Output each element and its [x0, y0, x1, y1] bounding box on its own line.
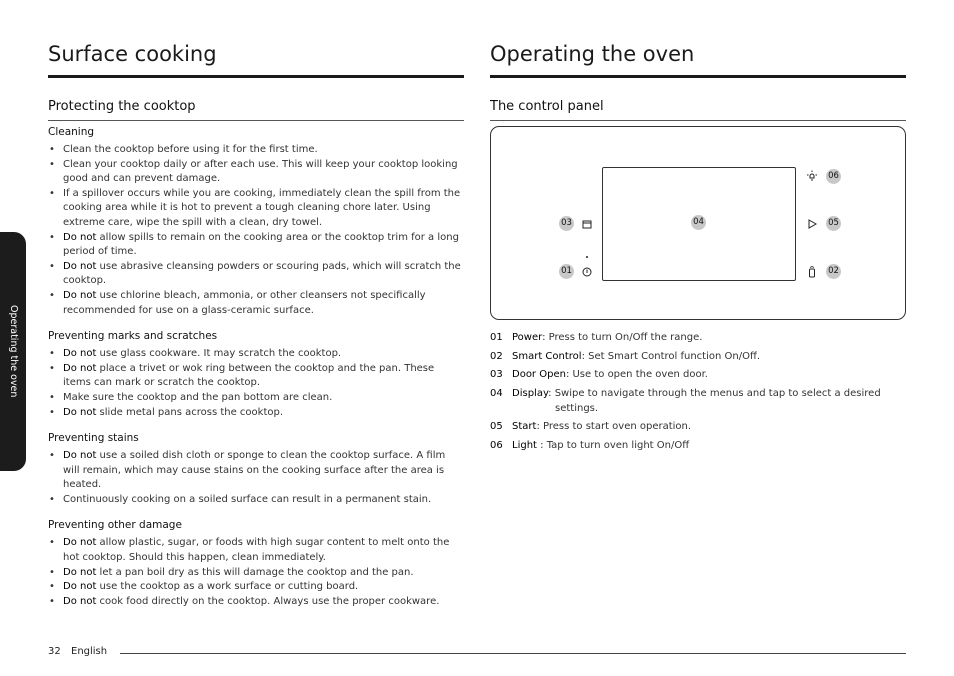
badge-04: 04 [691, 215, 706, 230]
emphasis-text: Do not [63, 450, 97, 462]
emphasis-text: Do not [63, 595, 97, 607]
control-panel-legend [490, 330, 906, 456]
group-heading: Preventing other damage [48, 519, 182, 532]
legend-desc: : Press to turn On/Off the range. [542, 332, 703, 343]
item-text: use abrasive cleansing powders or scouring pads, which will scratch the cooktop. [63, 260, 461, 287]
emphasis-text: Do not [63, 406, 97, 418]
footer-language: English [71, 646, 108, 657]
item-text: Make sure the cooktop and the pan bottom are clean. [63, 391, 333, 403]
list-item [48, 580, 464, 595]
lock-icon [581, 251, 593, 263]
legend-item-display [490, 386, 906, 416]
legend-desc: : Set Smart Control function On/Off. [581, 350, 761, 362]
bullet-list [48, 536, 464, 609]
list-item [48, 449, 464, 493]
light-icon [806, 170, 818, 182]
door-open-icon [581, 218, 593, 230]
legend-desc: : Use to open the oven door. [565, 369, 708, 380]
list-item [48, 566, 464, 581]
group-marks-scratches [48, 329, 464, 420]
item-text: let a pan boil dry as this will damage the cooktop and the pan. [96, 566, 414, 578]
item-text: Clean the cooktop before using it for the first time. [63, 144, 318, 155]
legend-number: 06 [490, 439, 503, 451]
power-icon [581, 266, 593, 278]
section-rule [48, 120, 464, 121]
badge-01: 01 [559, 264, 574, 279]
legend-term: Display [512, 387, 549, 399]
badge-03: 03 [559, 216, 574, 231]
list-item [48, 260, 464, 289]
list-item [48, 536, 464, 565]
group-cleaning [48, 125, 464, 318]
bullet-list [48, 347, 464, 420]
page-title-surface-cooking: Surface cooking [48, 42, 217, 66]
item-text: Continuously cooking on a soiled surface can result in a permanent stain. [63, 493, 432, 505]
legend-item-light [490, 438, 906, 453]
item-text: use a soiled dish cloth or sponge to clean the cooktop surface. A film will remain, which may cause stains on the cooking surface after the area is heated. [63, 450, 446, 491]
legend-number: 02 [490, 350, 503, 362]
legend-term: Smart Control [512, 350, 582, 362]
item-text: allow spills to remain on the cooking area or the cooktop trim for a long period of time. [63, 231, 459, 258]
list-item [48, 347, 464, 362]
list-item [48, 362, 464, 391]
badge-02: 02 [826, 264, 841, 279]
emphasis-text: Do not [63, 231, 97, 243]
legend-item-door-open [490, 367, 906, 382]
item-text: Clean your cooktop daily or after each use. This will keep your cooktop looking good and can prevent damage. [63, 158, 458, 185]
legend-number: 04 [490, 387, 503, 399]
start-icon [806, 218, 818, 230]
group-heading: Preventing stains [48, 432, 139, 445]
emphasis-text: Do not [63, 362, 97, 374]
legend-item-smart-control [490, 349, 906, 364]
legend-desc: : Press to start oven operation. [536, 421, 692, 432]
group-other-damage [48, 518, 464, 609]
legend-term: Power [512, 332, 543, 343]
section-rule [490, 120, 906, 121]
list-item [48, 391, 464, 406]
emphasis-text: Do not [63, 566, 97, 578]
list-item [48, 187, 464, 231]
item-text: use chlorine bleach, ammonia, or other cleansers not specifically recommended for use on a glass-ceramic surface. [63, 289, 426, 316]
list-item [48, 143, 464, 158]
title-rule [48, 75, 464, 78]
item-text: use glass cookware. It may scratch the cooktop. [96, 348, 342, 360]
title-rule [490, 75, 906, 78]
smart-control-icon [806, 266, 818, 278]
section-title-protecting-cooktop: Protecting the cooktop [48, 99, 196, 114]
item-text: If a spillover occurs while you are cooking, immediately clean the spill from the cooking area while it is hot to prevent a tough cleaning chore later. Using extreme care, wipe the spill with a clean, dry towel. [63, 187, 461, 228]
legend-term: Door Open [512, 369, 566, 380]
page-title-operating-oven: Operating the oven [490, 42, 695, 66]
side-tab-label: Operating the oven [8, 304, 19, 398]
legend-number: 03 [490, 369, 503, 380]
group-heading: Preventing marks and scratches [48, 330, 218, 343]
list-item [48, 406, 464, 421]
item-text: place a trivet or wok ring between the cooktop and the pan. These items can mark or scratch the cooktop. [63, 362, 435, 389]
legend-term: Light [512, 439, 537, 451]
list-item [48, 158, 464, 187]
badge-06: 06 [826, 169, 841, 184]
control-panel-diagram [490, 126, 906, 320]
emphasis-text: Do not [63, 348, 97, 360]
legend-desc-continued: settings. [555, 402, 599, 414]
item-text: cook food directly on the cooktop. Always use the proper cookware. [96, 595, 440, 607]
item-text: use the cooktop as a work surface or cutting board. [96, 581, 359, 593]
bullet-list [48, 143, 464, 318]
emphasis-text: Do not [63, 537, 97, 549]
list-item [48, 289, 464, 318]
badge-05: 05 [826, 216, 841, 231]
item-text: slide metal pans across the cooktop. [96, 406, 284, 418]
emphasis-text: Do not [63, 289, 97, 301]
group-heading: Cleaning [48, 126, 95, 138]
legend-item-start [490, 419, 906, 434]
section-title-control-panel: The control panel [490, 99, 604, 114]
legend-term: Start [512, 421, 537, 432]
list-item [48, 493, 464, 508]
legend-number: 05 [490, 421, 503, 432]
list-item [48, 595, 464, 610]
group-stains [48, 431, 464, 507]
emphasis-text: Do not [63, 260, 97, 272]
bullet-list [48, 449, 464, 507]
cooktop-care-content [48, 125, 464, 609]
item-text: allow plastic, sugar, or foods with high sugar content to melt onto the hot cooktop. Should this happen, clean immediately. [63, 537, 450, 564]
list-item [48, 231, 464, 260]
footer-rule [120, 653, 906, 654]
legend-desc: : Swipe to navigate through the menus and tap to select a desired [548, 387, 881, 399]
legend-item-power [490, 330, 906, 345]
emphasis-text: Do not [63, 581, 97, 593]
page-number: 32 [48, 646, 61, 657]
legend-desc: : Tap to turn oven light On/Off [536, 439, 690, 451]
legend-number: 01 [490, 332, 503, 343]
side-chapter-tab [0, 232, 26, 471]
